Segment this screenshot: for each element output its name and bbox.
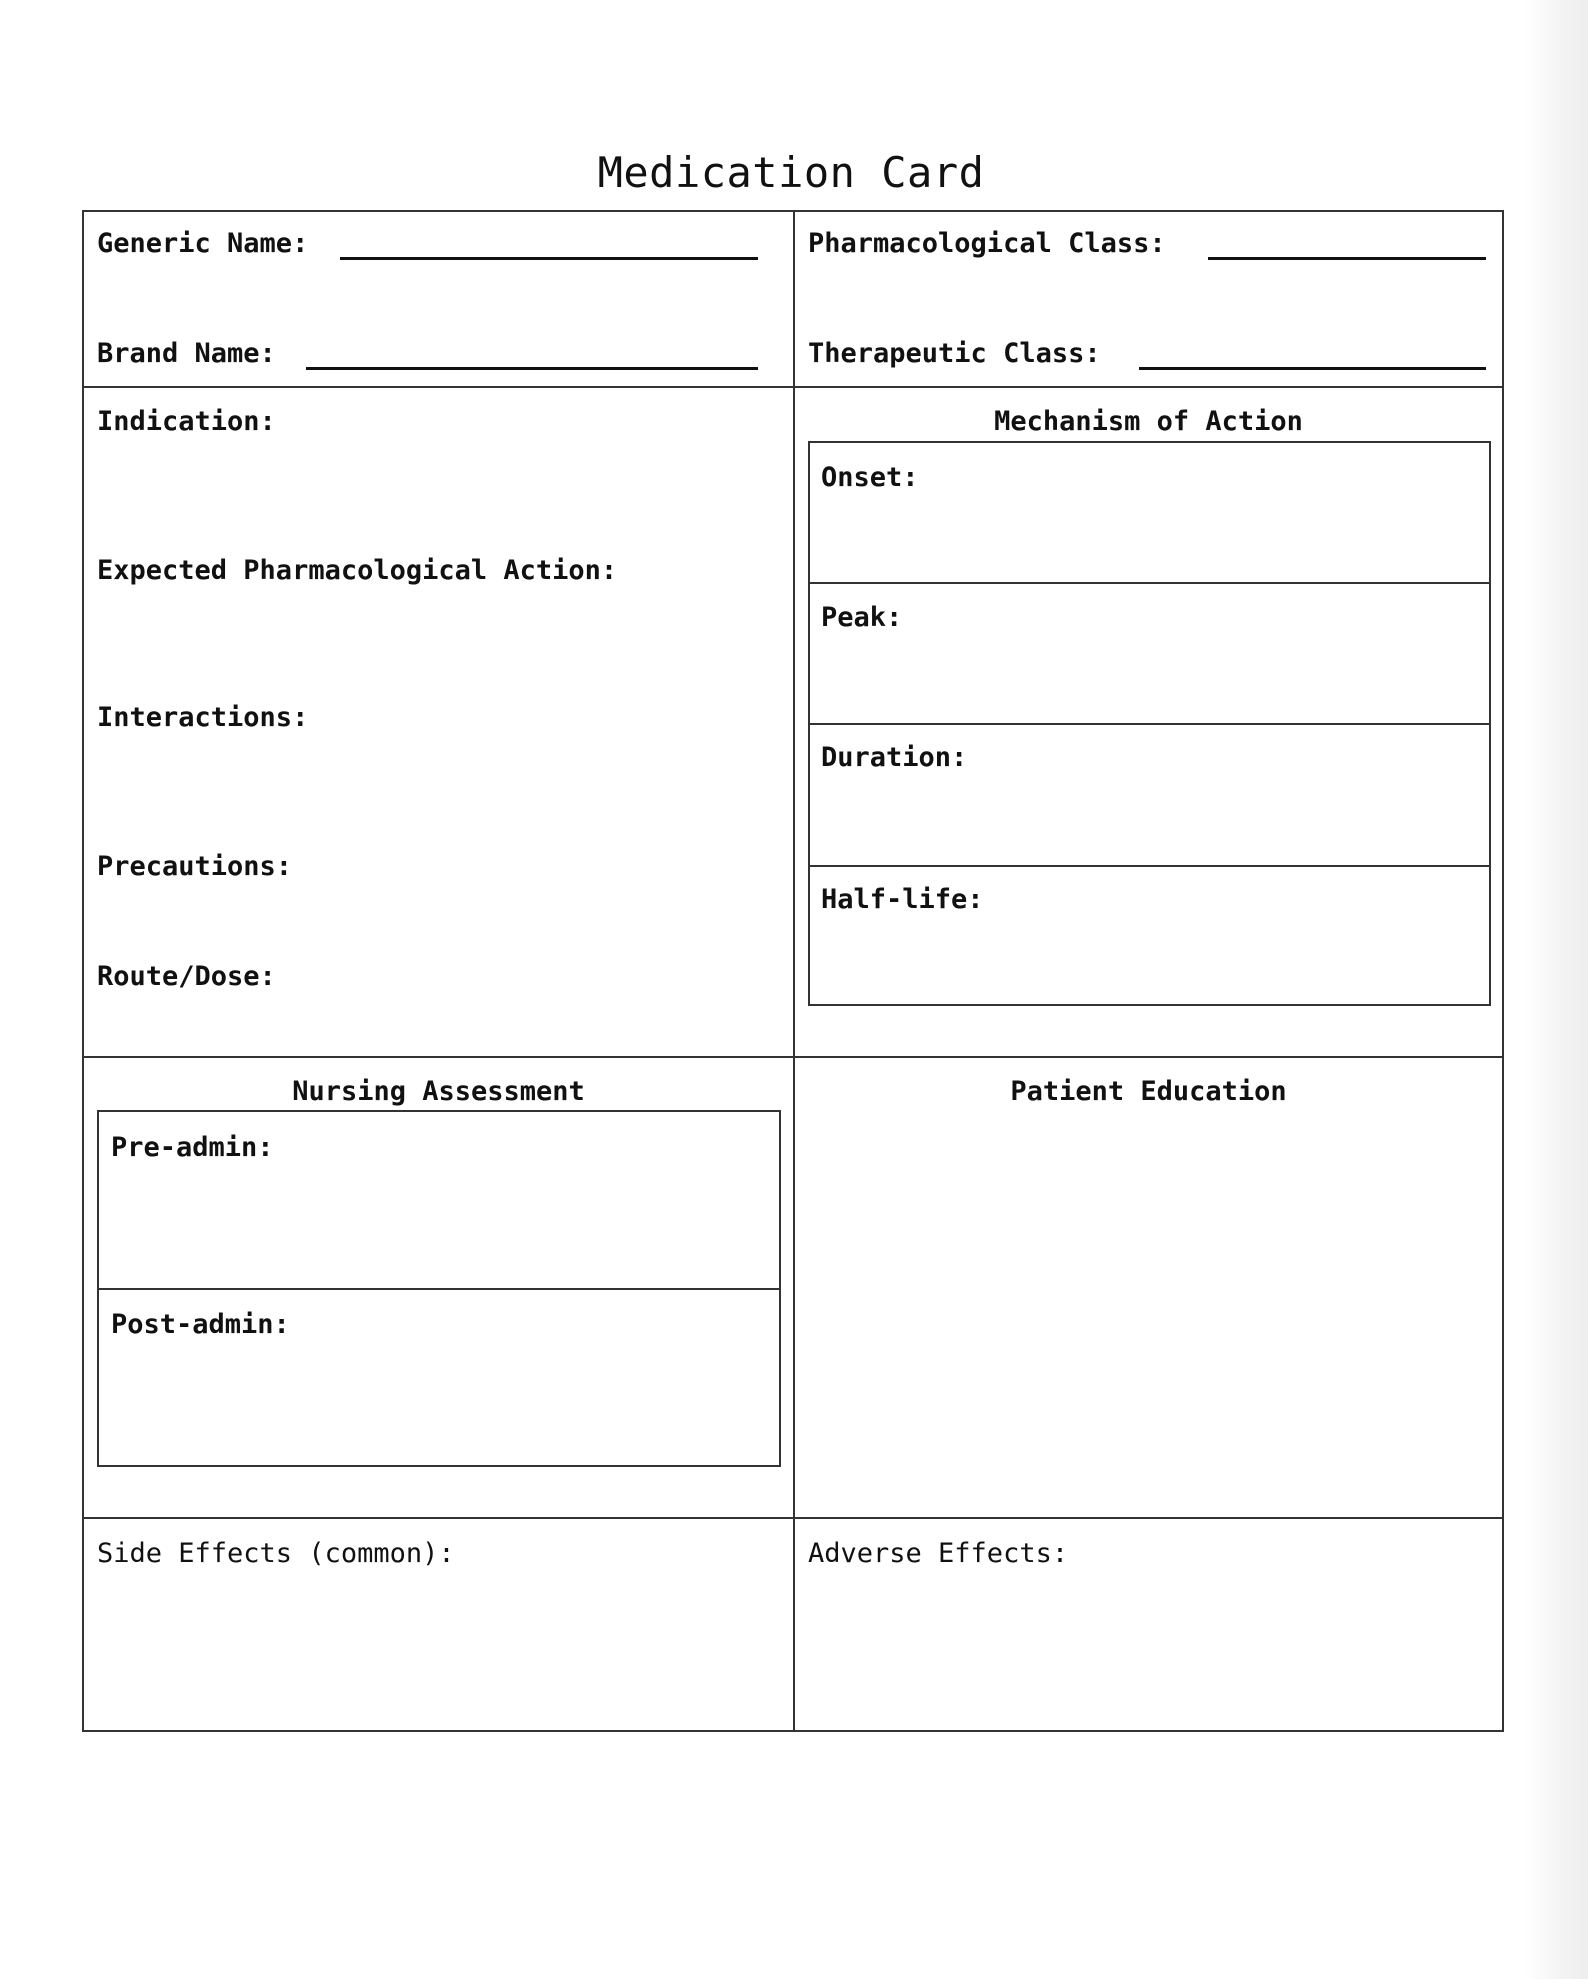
nursing-assessment-heading: Nursing Assessment: [292, 1076, 585, 1107]
peak-divider: [810, 723, 1489, 725]
therapeutic-class-label: Therapeutic Class:: [808, 338, 1101, 369]
generic-name-label: Generic Name:: [97, 228, 309, 259]
generic-name-field[interactable]: [340, 257, 758, 260]
indication-label: Indication:: [97, 406, 276, 437]
duration-divider: [810, 865, 1489, 867]
pre-post-divider: [99, 1288, 779, 1290]
post-admin-label: Post-admin:: [111, 1309, 290, 1340]
half-life-label: Half-life:: [821, 884, 984, 915]
page-title: Medication Card: [597, 148, 985, 197]
onset-divider: [810, 582, 1489, 584]
center-divider: [793, 212, 795, 1730]
nursing-assessment-box: [97, 1110, 781, 1467]
row-divider-3: [84, 1517, 1502, 1519]
row-divider-1: [84, 386, 1502, 388]
mechanism-heading: Mechanism of Action: [994, 406, 1303, 437]
therapeutic-class-field[interactable]: [1139, 367, 1486, 370]
brand-name-field[interactable]: [306, 367, 758, 370]
patient-education-heading: Patient Education: [1010, 1076, 1287, 1107]
brand-name-label: Brand Name:: [97, 338, 276, 369]
duration-label: Duration:: [821, 742, 968, 773]
pharmacological-class-field[interactable]: [1208, 257, 1486, 260]
pharmacological-class-label: Pharmacological Class:: [808, 228, 1166, 259]
pre-admin-label: Pre-admin:: [111, 1132, 274, 1163]
precautions-label: Precautions:: [97, 851, 293, 882]
adverse-effects-label: Adverse Effects:: [808, 1538, 1069, 1569]
expected-action-label: Expected Pharmacological Action:: [97, 555, 618, 586]
route-dose-label: Route/Dose:: [97, 961, 276, 992]
row-divider-2: [84, 1056, 1502, 1058]
peak-label: Peak:: [821, 602, 903, 633]
mechanism-box: [808, 441, 1491, 1006]
onset-label: Onset:: [821, 462, 919, 493]
medication-card: [82, 210, 1504, 1732]
side-effects-label: Side Effects (common):: [97, 1538, 455, 1569]
interactions-label: Interactions:: [97, 702, 309, 733]
